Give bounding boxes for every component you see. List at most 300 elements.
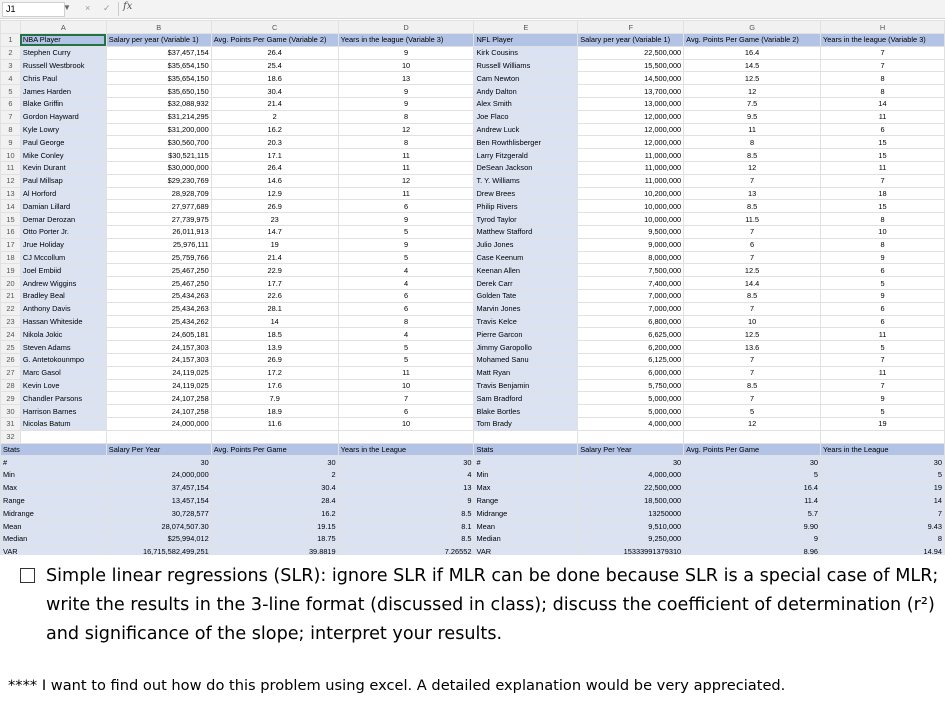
cell[interactable]: $31,200,000 — [106, 123, 211, 136]
cell[interactable]: Stephen Curry — [20, 46, 106, 59]
cell[interactable]: 12,000,000 — [578, 110, 684, 123]
column-header[interactable]: B — [106, 21, 211, 34]
cell[interactable]: 9 — [338, 46, 474, 59]
cell[interactable]: 24,157,303 — [106, 341, 211, 354]
cell[interactable]: 9 — [338, 97, 474, 110]
cell[interactable]: 7 — [684, 392, 821, 405]
cell[interactable]: Marc Gasol — [20, 366, 106, 379]
cell[interactable]: $30,000,000 — [106, 161, 211, 174]
cell[interactable]: 23 — [211, 213, 338, 226]
stats-header-cell[interactable]: Salary Per Year — [106, 443, 211, 456]
cell[interactable]: 17.7 — [211, 277, 338, 290]
cell[interactable]: 11,000,000 — [578, 149, 684, 162]
cell[interactable]: 8 — [338, 110, 474, 123]
cell[interactable]: 11 — [821, 161, 945, 174]
cell[interactable]: Ben Rowthlisberger — [474, 136, 578, 149]
cell[interactable]: 9 — [338, 213, 474, 226]
cell[interactable]: 9 — [821, 289, 945, 302]
stats-cell[interactable]: 30 — [211, 456, 338, 469]
stats-header-cell[interactable]: Years in the League — [338, 443, 474, 456]
stats-cell[interactable]: 16,715,582,499,251 — [106, 545, 211, 555]
cell[interactable]: Derek Carr — [474, 277, 578, 290]
cell[interactable]: 8 — [821, 72, 945, 85]
cell[interactable]: 6,200,000 — [578, 341, 684, 354]
header-cell[interactable]: Avg. Points Per Game (Variable 2) — [211, 34, 338, 47]
cell[interactable]: 25,434,263 — [106, 302, 211, 315]
cell[interactable]: 7 — [684, 366, 821, 379]
stats-cell[interactable]: Mean — [474, 520, 578, 533]
cell[interactable]: 6,625,000 — [578, 328, 684, 341]
cell[interactable]: 17.1 — [211, 149, 338, 162]
chevron-down-icon[interactable]: ▼ — [63, 3, 71, 12]
cell[interactable]: 18 — [821, 187, 945, 200]
row-number[interactable]: 6 — [1, 97, 21, 110]
cell[interactable]: 27,739,975 — [106, 213, 211, 226]
cell[interactable]: 24,157,303 — [106, 353, 211, 366]
cell[interactable]: 9 — [338, 238, 474, 251]
cell[interactable]: 14,500,000 — [578, 72, 684, 85]
cell[interactable]: 25,467,250 — [106, 264, 211, 277]
column-header[interactable]: H — [821, 21, 945, 34]
cell[interactable]: Joe Flaco — [474, 110, 578, 123]
cell[interactable]: 5,000,000 — [578, 405, 684, 418]
stats-cell[interactable]: 30.4 — [211, 481, 338, 494]
cell[interactable]: Alex Smith — [474, 97, 578, 110]
cell[interactable]: 7.5 — [684, 97, 821, 110]
cell[interactable]: Matthew Stafford — [474, 225, 578, 238]
stats-cell[interactable]: 4 — [338, 469, 474, 482]
cell[interactable]: 25,467,250 — [106, 277, 211, 290]
cell[interactable]: 9,000,000 — [578, 238, 684, 251]
column-header[interactable]: A — [20, 21, 106, 34]
cell[interactable]: 4,000,000 — [578, 417, 684, 430]
column-header[interactable]: G — [684, 21, 821, 34]
cell[interactable]: 6 — [338, 302, 474, 315]
cell[interactable]: 6 — [821, 315, 945, 328]
cell[interactable]: 6 — [338, 289, 474, 302]
cell[interactable] — [684, 430, 821, 443]
cell[interactable]: Julio Jones — [474, 238, 578, 251]
stats-cell[interactable]: 5 — [821, 469, 945, 482]
column-header[interactable]: C — [211, 21, 338, 34]
stats-cell[interactable]: 8.5 — [338, 533, 474, 546]
cell[interactable]: 9,500,000 — [578, 225, 684, 238]
row-number[interactable]: 17 — [1, 238, 21, 251]
stats-cell[interactable]: VAR — [474, 545, 578, 555]
row-number[interactable]: 24 — [1, 328, 21, 341]
cell[interactable]: 5 — [338, 353, 474, 366]
stats-cell[interactable]: Midrange — [1, 507, 107, 520]
row-number[interactable]: 31 — [1, 417, 21, 430]
cell[interactable]: 2 — [211, 110, 338, 123]
cell[interactable]: 7,000,000 — [578, 289, 684, 302]
cell[interactable]: 14.5 — [684, 59, 821, 72]
stats-cell[interactable]: 8.5 — [338, 507, 474, 520]
cell[interactable]: 24,119,025 — [106, 379, 211, 392]
cell[interactable]: $29,230,769 — [106, 174, 211, 187]
cell[interactable]: 8.5 — [684, 149, 821, 162]
stats-cell[interactable]: 24,000,000 — [106, 469, 211, 482]
stats-header-cell[interactable]: Salary Per Year — [578, 443, 684, 456]
stats-cell[interactable]: Range — [1, 494, 107, 507]
cell[interactable]: 18.9 — [211, 405, 338, 418]
function-icon[interactable]: fx — [123, 1, 133, 12]
cancel-icon[interactable]: × — [85, 3, 91, 13]
stats-cell[interactable]: # — [1, 456, 107, 469]
stats-header-cell[interactable]: Avg. Points Per Game — [211, 443, 338, 456]
cell[interactable]: $31,214,295 — [106, 110, 211, 123]
cell[interactable]: 14.7 — [211, 225, 338, 238]
cell[interactable]: Tom Brady — [474, 417, 578, 430]
cell[interactable]: 18.5 — [211, 328, 338, 341]
cell[interactable]: Nikola Jokic — [20, 328, 106, 341]
cell[interactable]: Jrue Holiday — [20, 238, 106, 251]
stats-cell[interactable]: Max — [474, 481, 578, 494]
row-number[interactable]: 25 — [1, 341, 21, 354]
stats-cell[interactable]: 14.94 — [821, 545, 945, 555]
cell[interactable]: Chandler Parsons — [20, 392, 106, 405]
cell[interactable]: 17.2 — [211, 366, 338, 379]
name-box[interactable]: J1 — [2, 2, 65, 17]
cell[interactable]: 15 — [821, 200, 945, 213]
cell[interactable]: 7.9 — [211, 392, 338, 405]
cell[interactable]: 6 — [821, 123, 945, 136]
cell[interactable]: 11 — [338, 366, 474, 379]
stats-cell[interactable]: 16.2 — [211, 507, 338, 520]
header-cell[interactable]: NFL Player — [474, 34, 578, 47]
cell[interactable]: 19 — [211, 238, 338, 251]
cell[interactable]: 5 — [821, 405, 945, 418]
stats-cell[interactable]: # — [474, 456, 578, 469]
cell[interactable]: Kevin Love — [20, 379, 106, 392]
cell[interactable]: Andrew Wiggins — [20, 277, 106, 290]
stats-header-cell[interactable]: Avg. Points Per Game — [684, 443, 821, 456]
stats-cell[interactable]: 7.26552 — [338, 545, 474, 555]
cell[interactable]: Paul George — [20, 136, 106, 149]
cell[interactable]: 9 — [821, 392, 945, 405]
stats-header-cell[interactable]: Stats — [1, 443, 107, 456]
cell[interactable]: Otto Porter Jr. — [20, 225, 106, 238]
cell[interactable]: CJ Mccollum — [20, 251, 106, 264]
cell[interactable]: 13,700,000 — [578, 85, 684, 98]
stats-cell[interactable]: 7 — [821, 507, 945, 520]
row-number[interactable]: 5 — [1, 85, 21, 98]
cell[interactable]: 7 — [821, 46, 945, 59]
stats-cell[interactable]: Max — [1, 481, 107, 494]
cell[interactable]: Jimmy Garopollo — [474, 341, 578, 354]
cell[interactable]: 11 — [338, 187, 474, 200]
cell[interactable]: Andy Dalton — [474, 85, 578, 98]
stats-cell[interactable]: 30 — [684, 456, 821, 469]
cell[interactable]: 10,000,000 — [578, 213, 684, 226]
cell[interactable]: 28.1 — [211, 302, 338, 315]
cell[interactable]: 12,000,000 — [578, 136, 684, 149]
cell[interactable]: 13,000,000 — [578, 97, 684, 110]
cell[interactable]: 7 — [684, 174, 821, 187]
column-header[interactable]: E — [474, 21, 578, 34]
cell[interactable]: $32,088,932 — [106, 97, 211, 110]
stats-cell[interactable]: 9,250,000 — [578, 533, 684, 546]
cell[interactable]: Russell Williams — [474, 59, 578, 72]
cell[interactable]: 24,119,025 — [106, 366, 211, 379]
cell[interactable]: 11,000,000 — [578, 161, 684, 174]
cell[interactable]: 26,011,913 — [106, 225, 211, 238]
cell[interactable]: 26.4 — [211, 46, 338, 59]
stats-cell[interactable]: 28,074,507.30 — [106, 520, 211, 533]
stats-cell[interactable]: Min — [1, 469, 107, 482]
cell[interactable]: 10 — [338, 379, 474, 392]
cell[interactable]: Blake Bortles — [474, 405, 578, 418]
cell[interactable]: Larry Fitzgerald — [474, 149, 578, 162]
cell[interactable]: 12.5 — [684, 72, 821, 85]
row-number[interactable]: 26 — [1, 353, 21, 366]
cell[interactable]: Chris Paul — [20, 72, 106, 85]
stats-cell[interactable]: 4,000,000 — [578, 469, 684, 482]
cell[interactable]: 26.9 — [211, 353, 338, 366]
stats-cell[interactable]: Min — [474, 469, 578, 482]
cell[interactable]: Kevin Durant — [20, 161, 106, 174]
cell[interactable]: 8 — [821, 213, 945, 226]
stats-cell[interactable]: 11.4 — [684, 494, 821, 507]
cell[interactable]: 12,000,000 — [578, 123, 684, 136]
cell[interactable]: Andrew Luck — [474, 123, 578, 136]
cell[interactable]: Matt Ryan — [474, 366, 578, 379]
stats-cell[interactable]: 13 — [338, 481, 474, 494]
cell[interactable]: 22.6 — [211, 289, 338, 302]
cell[interactable]: 11 — [338, 149, 474, 162]
cell[interactable]: 8 — [821, 85, 945, 98]
stats-cell[interactable]: 14 — [821, 494, 945, 507]
column-header[interactable]: D — [338, 21, 474, 34]
cell[interactable]: Mohamed Sanu — [474, 353, 578, 366]
cell[interactable]: 6,125,000 — [578, 353, 684, 366]
cell[interactable] — [474, 430, 578, 443]
row-number[interactable]: 16 — [1, 225, 21, 238]
row-number[interactable]: 20 — [1, 277, 21, 290]
row-number[interactable]: 12 — [1, 174, 21, 187]
cell[interactable]: 7,000,000 — [578, 302, 684, 315]
stats-cell[interactable]: 37,457,154 — [106, 481, 211, 494]
cell[interactable]: 7 — [821, 353, 945, 366]
cell[interactable]: 7 — [684, 251, 821, 264]
cell[interactable]: 24,107,258 — [106, 392, 211, 405]
cell[interactable]: T. Y. Williams — [474, 174, 578, 187]
stats-cell[interactable]: Median — [1, 533, 107, 546]
cell[interactable]: 9.5 — [684, 110, 821, 123]
cell[interactable]: $35,650,150 — [106, 85, 211, 98]
cell[interactable]: $35,654,150 — [106, 72, 211, 85]
row-number[interactable]: 4 — [1, 72, 21, 85]
cell[interactable]: 6,000,000 — [578, 366, 684, 379]
cell[interactable]: 16.2 — [211, 123, 338, 136]
stats-cell[interactable]: Mean — [1, 520, 107, 533]
cell[interactable]: 5 — [821, 341, 945, 354]
cell[interactable]: 11 — [821, 328, 945, 341]
cell[interactable]: 30.4 — [211, 85, 338, 98]
stats-cell[interactable]: 28.4 — [211, 494, 338, 507]
row-number[interactable]: 22 — [1, 302, 21, 315]
cell[interactable]: 7,400,000 — [578, 277, 684, 290]
cell[interactable]: 26.9 — [211, 200, 338, 213]
cell[interactable]: 11,000,000 — [578, 174, 684, 187]
stats-cell[interactable]: 22,500,000 — [578, 481, 684, 494]
cell[interactable]: 6 — [821, 302, 945, 315]
row-number[interactable]: 15 — [1, 213, 21, 226]
cell[interactable]: 15,500,000 — [578, 59, 684, 72]
cell[interactable]: Marvin Jones — [474, 302, 578, 315]
cell[interactable]: 5 — [684, 405, 821, 418]
cell[interactable]: 6,800,000 — [578, 315, 684, 328]
cell[interactable]: Russell Westbrook — [20, 59, 106, 72]
stats-cell[interactable]: 8.1 — [338, 520, 474, 533]
cell[interactable]: 20.3 — [211, 136, 338, 149]
row-number[interactable]: 10 — [1, 149, 21, 162]
row-number[interactable]: 23 — [1, 315, 21, 328]
row-number[interactable]: 28 — [1, 379, 21, 392]
cell[interactable]: 21.4 — [211, 251, 338, 264]
stats-cell[interactable]: 13,457,154 — [106, 494, 211, 507]
stats-cell[interactable]: VAR — [1, 545, 107, 555]
stats-cell[interactable]: 18,500,000 — [578, 494, 684, 507]
cell[interactable]: 6 — [684, 238, 821, 251]
stats-cell[interactable]: 5 — [684, 469, 821, 482]
cell[interactable]: 25.4 — [211, 59, 338, 72]
cell[interactable]: 8,000,000 — [578, 251, 684, 264]
row-number[interactable]: 9 — [1, 136, 21, 149]
cell[interactable]: 12 — [684, 85, 821, 98]
row-number[interactable]: 14 — [1, 200, 21, 213]
row-number[interactable]: 18 — [1, 251, 21, 264]
cell[interactable]: 5 — [821, 277, 945, 290]
cell[interactable]: 8 — [821, 238, 945, 251]
cell[interactable]: Keenan Allen — [474, 264, 578, 277]
cell[interactable]: 13 — [338, 72, 474, 85]
cell[interactable]: 4 — [338, 328, 474, 341]
stats-cell[interactable]: Median — [474, 533, 578, 546]
cell[interactable]: Travis Kelce — [474, 315, 578, 328]
stats-cell[interactable]: 30 — [106, 456, 211, 469]
cell[interactable]: $35,654,150 — [106, 59, 211, 72]
stats-cell[interactable]: $25,994,012 — [106, 533, 211, 546]
cell[interactable]: 8.5 — [684, 379, 821, 392]
cell[interactable]: 7 — [684, 225, 821, 238]
cell[interactable]: 24,107,258 — [106, 405, 211, 418]
cell[interactable]: 11 — [338, 161, 474, 174]
column-header[interactable]: F — [578, 21, 684, 34]
cell[interactable]: 10 — [338, 417, 474, 430]
stats-cell[interactable]: Range — [474, 494, 578, 507]
stats-cell[interactable]: 39.8819 — [211, 545, 338, 555]
cell[interactable]: 12 — [684, 161, 821, 174]
cell[interactable]: 17.6 — [211, 379, 338, 392]
cell[interactable]: Blake Griffin — [20, 97, 106, 110]
cell[interactable]: Al Horford — [20, 187, 106, 200]
cell[interactable]: 11.6 — [211, 417, 338, 430]
stats-cell[interactable]: 8.96 — [684, 545, 821, 555]
cell[interactable]: Hassan Whiteside — [20, 315, 106, 328]
checkbox-icon[interactable] — [20, 568, 35, 583]
stats-cell[interactable]: 18.75 — [211, 533, 338, 546]
stats-cell[interactable]: 9 — [684, 533, 821, 546]
cell[interactable]: 8.5 — [684, 200, 821, 213]
cell[interactable]: 8 — [338, 136, 474, 149]
stats-cell[interactable]: Midrange — [474, 507, 578, 520]
cell[interactable]: Paul Millsap — [20, 174, 106, 187]
stats-cell[interactable]: 8 — [821, 533, 945, 546]
cell[interactable]: Joel Embiid — [20, 264, 106, 277]
cell[interactable]: Kyle Lowry — [20, 123, 106, 136]
header-cell[interactable]: Salary per year (Variable 1) — [106, 34, 211, 47]
cell[interactable]: James Harden — [20, 85, 106, 98]
cell[interactable]: Nicolas Batum — [20, 417, 106, 430]
cell[interactable]: Anthony Davis — [20, 302, 106, 315]
header-cell[interactable]: Years in the league (Variable 3) — [338, 34, 474, 47]
cell[interactable]: Tyrod Taylor — [474, 213, 578, 226]
row-number[interactable]: 19 — [1, 264, 21, 277]
cell[interactable]: Case Keenum — [474, 251, 578, 264]
cell[interactable]: Cam Newton — [474, 72, 578, 85]
cell[interactable]: 9 — [338, 85, 474, 98]
row-number[interactable]: 8 — [1, 123, 21, 136]
cell[interactable]: 10 — [821, 225, 945, 238]
cell[interactable] — [338, 430, 474, 443]
cell[interactable]: 18.6 — [211, 72, 338, 85]
cell[interactable]: Sam Bradford — [474, 392, 578, 405]
row-number[interactable]: 13 — [1, 187, 21, 200]
header-cell[interactable]: NBA Player — [20, 34, 106, 47]
cell[interactable]: Gordon Hayward — [20, 110, 106, 123]
stats-cell[interactable]: 19.15 — [211, 520, 338, 533]
stats-cell[interactable]: 16.4 — [684, 481, 821, 494]
cell[interactable]: 14.4 — [684, 277, 821, 290]
cell[interactable]: 8 — [338, 315, 474, 328]
cell[interactable]: 12.5 — [684, 328, 821, 341]
row-number[interactable]: 27 — [1, 366, 21, 379]
stats-cell[interactable]: 9,510,000 — [578, 520, 684, 533]
cell[interactable]: 12 — [338, 123, 474, 136]
stats-cell[interactable]: 30,728,577 — [106, 507, 211, 520]
stats-cell[interactable]: 13250000 — [578, 507, 684, 520]
cell[interactable]: Demar Derozan — [20, 213, 106, 226]
cell[interactable]: 24,605,181 — [106, 328, 211, 341]
cell[interactable]: Mike Conley — [20, 149, 106, 162]
cell[interactable] — [20, 430, 106, 443]
stats-cell[interactable]: 2 — [211, 469, 338, 482]
cell[interactable]: 5,000,000 — [578, 392, 684, 405]
cell[interactable]: 11 — [821, 366, 945, 379]
cell[interactable]: $30,560,700 — [106, 136, 211, 149]
cell[interactable]: 10 — [338, 59, 474, 72]
cell[interactable]: 11 — [821, 110, 945, 123]
cell[interactable]: 14 — [821, 97, 945, 110]
cell[interactable]: 27,977,689 — [106, 200, 211, 213]
cell[interactable]: 6 — [338, 200, 474, 213]
cell[interactable]: 4 — [338, 264, 474, 277]
cell[interactable]: 28,928,709 — [106, 187, 211, 200]
cell[interactable]: 7 — [684, 302, 821, 315]
row-number[interactable]: 2 — [1, 46, 21, 59]
select-all-corner[interactable] — [1, 21, 21, 34]
cell[interactable]: 25,434,263 — [106, 289, 211, 302]
stats-header-cell[interactable]: Stats — [474, 443, 578, 456]
cell[interactable]: Damian Lillard — [20, 200, 106, 213]
cell[interactable]: 7 — [821, 59, 945, 72]
row-number[interactable]: 29 — [1, 392, 21, 405]
cell[interactable]: Pierre Garcon — [474, 328, 578, 341]
cell[interactable]: 7 — [821, 379, 945, 392]
stats-cell[interactable]: 30 — [578, 456, 684, 469]
cell[interactable]: 8.5 — [684, 289, 821, 302]
